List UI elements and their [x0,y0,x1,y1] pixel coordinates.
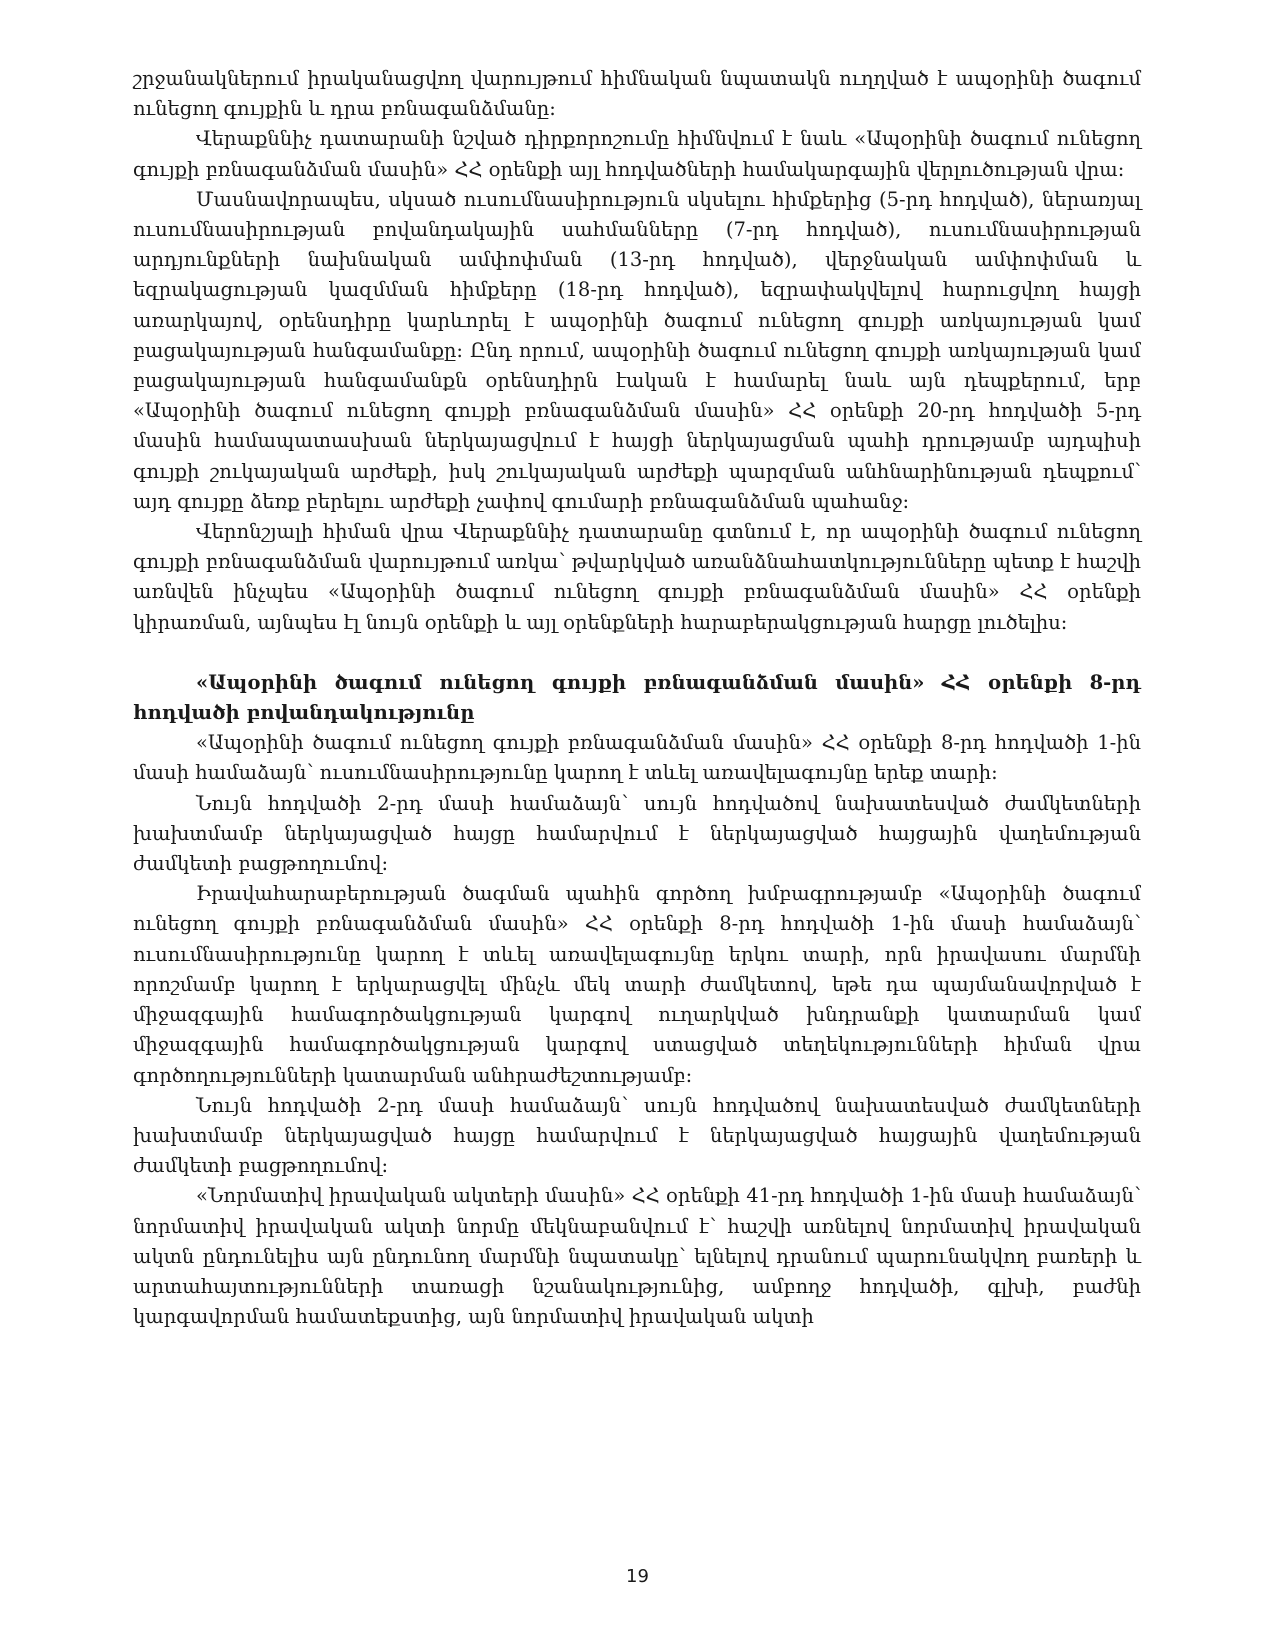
paragraph: Մասնավորապես, սկսած ուսումնասիրություն սկսելու հիմքերից (5-րդ հոդված), ներառյալ ուսումնասիրության բովանդակային սահմանները (7-րդ հոդված), ուսումնասիրության արդյունքների նախնական ամփոփման (13-րդ հոդված), վերջնական ամփոփման և եզրակացության կազմման հիմքերը (18-րդ հոդված), եզրափակվելով հարուցվող հայցի առարկայով, օրենսդիրը կարևորել է ապօրինի ծագում ունեցող գույքի առկայության կամ բացակայության հանգամանքը: Ընդ որում, ապօրինի ծագում ունեցող գույքի առկայության կամ բացակայության հանգամանքն օրենսդիրն էական է համարել նաև այն դեպքերում, երբ «Ապօրինի ծագում ունեցող գույքի բռնագանձման մասին» ՀՀ օրենքի 20-րդ հոդվածի 5-րդ մասին համապատասխան ներկայացվում է հայցի ներկայացման պահի դրությամբ այդպիսի գույքի շուկայական արժեքի, իսկ շուկայական արժեքի պարզման անհնարինության դեպքում՝ այդ գույքը ձեռք բերելու արժեքի չափով գումարի բռնագանձման պահանջ: [133,187,1141,513]
section-heading: «Ապօրինի ծագում ունեցող գույքի բռնագանձման մասին» ՀՀ օրենքի 8-րդ հոդվածի բովանդակությունը [133,670,1141,725]
paragraph: «Նորմատիվ իրավական ակտերի մասին» ՀՀ օրենքի 41-րդ հոդվածի 1-ին մասի համաձայն՝ նորմատիվ իրավական ակտի նորմը մեկնաբանվում է՝ հաշվի առնելով նորմատիվ իրավական ակտն ընդունելիս այն ընդունող մարմնի նպատակը՝ ելնելով դրանում պարունակվող բառերի և արտահայտությունների տառացի նշանակությունից, ամբողջ հոդվածի, գլխի, բաժնի կարգավորման համատեքստից, այն նորմատիվ իրավական ակտի [133,1184,1141,1329]
blank-line [133,638,1141,668]
document-page [133,64,1141,1332]
paragraph: Վերոնշյալի հիման վրա Վերաքննիչ դատարանը գտնում է, որ ապօրինի ծագում ունեցող գույքի բռնագանձման վարույթում առկա՝ թվարկված առանձնահատկությունները պետք է հաշվի առնվեն ինչպես «Ապօրինի ծագում ունեցող գույքի բռնագանձման մասին» ՀՀ օրենքի կիրառման, այնպես էլ նույն օրենքի և այլ օրենքների հարաբերակցության հարցը լուծելիս: [133,520,1141,634]
paragraph: Նույն հոդվածի 2-րդ մասի համաձայն՝ սույն հոդվածով նախատեսված ժամկետների խախտմամբ ներկայացված հայցը համարվում է ներկայացված հայցային վաղեմության ժամկետի բացթողումով: [133,1093,1141,1178]
page-number: 19 [626,1566,649,1587]
paragraph: Նույն հոդվածի 2-րդ մասի համաձայն՝ սույն հոդվածով նախատեսված ժամկետների խախտմամբ ներկայացված հայցը համարվում է ներկայացված հայցային վաղեմության ժամկետի բացթողումով: [133,791,1141,876]
paragraph-continuation: շրջանակներում իրականացվող վարույթում հիմնական նպատակն ուղղված է ապօրինի ծագում ունեցող գույքին և դրա բռնագանձմանը: [133,67,1141,121]
paragraph: Իրավահարաբերության ծագման պահին գործող խմբագրությամբ «Ապօրինի ծագում ունեցող գույքի բռնագանձման մասին» ՀՀ օրենքի 8-րդ հոդվածի 1-ին մասի համաձայն՝ ուսումնասիրությունը կարող է տևել առավելագույնը երկու տարի, որն իրավասու մարմնի որոշմամբ կարող է երկարացվել մինչև մեկ տարի ժամկետով, եթե դա պայմանավորված է միջազգային համագործակցության կարգով ուղարկված խնդրանքի կատարման կամ միջազգային համագործակցության կարգով ստացված տեղեկությունների հիման վրա գործողությունների կատարման անհրաժեշտությամբ: [133,882,1141,1087]
paragraph: «Ապօրինի ծագում ունեցող գույքի բռնագանձման մասին» ՀՀ օրենքի 8-րդ հոդվածի 1-ին մասի համաձայն՝ ուսումնասիրությունը կարող է տևել առավելագույնը երեք տարի: [133,731,1141,785]
paragraph: Վերաքննիչ դատարանի նշված դիրքորոշումը հիմնվում է նաև «Ապօրինի ծագում ունեցող գույքի բռնագանձման մասին» ՀՀ օրենքի այլ հոդվածների համակարգային վերլուծության վրա: [133,127,1141,181]
